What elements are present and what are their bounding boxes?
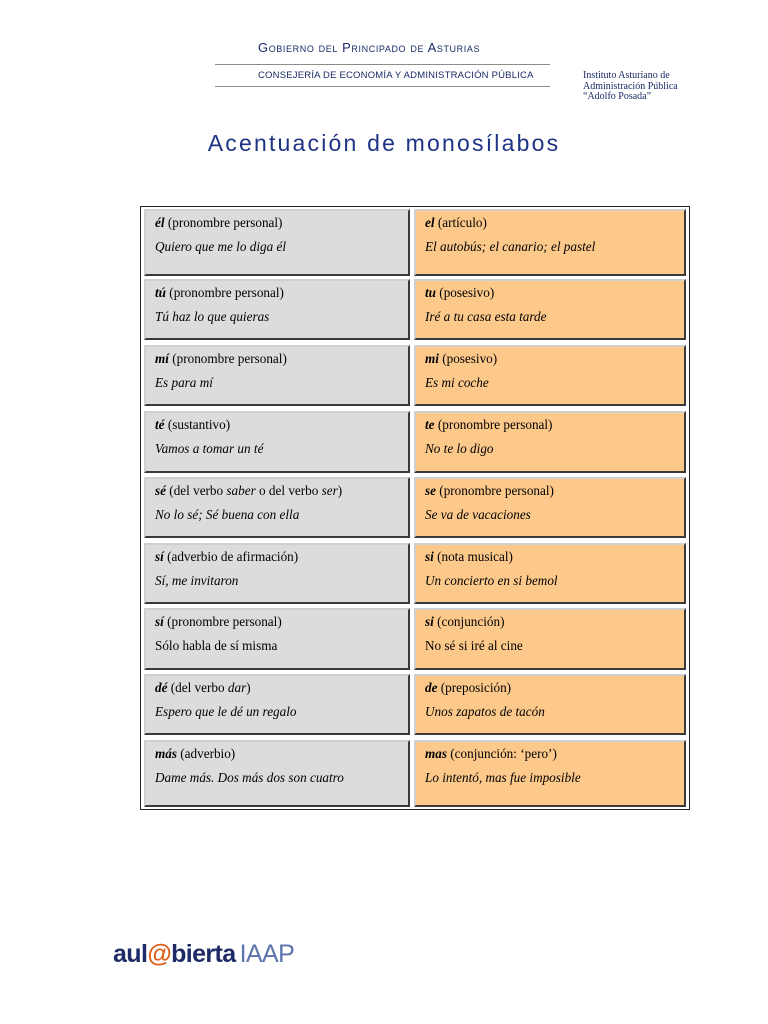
- example-sentence: Sólo habla de sí misma: [155, 638, 278, 653]
- table-cell-unaccented: [414, 345, 686, 406]
- institute-line-3: “Adolfo Posada”: [583, 91, 652, 102]
- example-sentence: No te lo digo: [425, 441, 494, 456]
- table-row: [141, 277, 689, 342]
- word-category: (nota musical): [433, 549, 513, 564]
- example-sentence: El autobús; el canario; el pastel: [425, 239, 596, 254]
- unaccented-word: si: [425, 549, 434, 564]
- word-category: (pronombre personal): [166, 285, 284, 300]
- word-category: (posesivo): [438, 351, 498, 366]
- unaccented-word: mi: [425, 351, 439, 366]
- word-category: ): [246, 680, 251, 695]
- example-sentence: Iré a tu casa esta tarde: [425, 309, 547, 324]
- table-row: [141, 672, 689, 737]
- table-cell-unaccented: [414, 608, 686, 670]
- example-sentence: Lo intentó, mas fue imposible: [425, 770, 581, 785]
- table-cell-accented: [144, 608, 410, 670]
- example-sentence: No sé si iré al cine: [425, 638, 523, 653]
- table-row: [141, 475, 689, 540]
- table-cell-unaccented: [414, 740, 686, 807]
- word-category: (conjunción: ‘pero’): [446, 746, 557, 761]
- table-cell-unaccented: [414, 411, 686, 473]
- unaccented-word: si: [425, 614, 434, 629]
- word-category: (adverbio): [176, 746, 236, 761]
- word-category: (preposición): [437, 680, 512, 695]
- unaccented-word: tu: [425, 285, 436, 300]
- unaccented-word: se: [425, 483, 436, 498]
- table-cell-unaccented: [414, 209, 686, 276]
- word-category: o del verbo: [255, 483, 322, 498]
- word-category: (conjunción): [433, 614, 505, 629]
- table-cell-accented: [144, 477, 410, 538]
- institute-name: [583, 71, 678, 103]
- example-sentence: Unos zapatos de tacón: [425, 704, 545, 719]
- table-row: [141, 343, 689, 408]
- accented-word: él: [155, 215, 165, 230]
- accented-word: dé: [155, 680, 168, 695]
- table-row: [141, 738, 689, 808]
- header-divider-bottom: [215, 86, 550, 87]
- word-category: (del verbo: [167, 680, 228, 695]
- institute-line-2: Administración Pública: [583, 80, 678, 92]
- example-sentence: Se va de vacaciones: [425, 507, 531, 522]
- word-category: (artículo): [434, 215, 487, 230]
- table-cell-unaccented: [414, 477, 686, 538]
- example-sentence: Vamos a tomar un té: [155, 441, 264, 456]
- logo-at-symbol: @: [147, 940, 172, 968]
- government-header: Gobierno del Principado de Asturias: [258, 40, 481, 55]
- word-category: (pronombre personal): [436, 483, 554, 498]
- institute-line-1: Instituto Asturiano de: [583, 70, 670, 81]
- example-sentence: Un concierto en si bemol: [425, 573, 558, 588]
- example-sentence: No lo sé; Sé buena con ella: [155, 507, 300, 522]
- verb-name: dar: [227, 680, 247, 695]
- accented-word: sí: [155, 549, 164, 564]
- table-row: [141, 207, 689, 276]
- example-sentence: Dame más. Dos más dos son cuatro: [155, 770, 344, 785]
- table-row: [141, 541, 689, 606]
- unaccented-word: de: [425, 680, 438, 695]
- accented-word: sí: [155, 614, 164, 629]
- logo-text-aul: aul: [113, 940, 148, 968]
- word-category: (posesivo): [436, 285, 495, 300]
- logo-text-iaap: IAAP: [239, 940, 295, 968]
- aulabierta-logo: [113, 940, 294, 969]
- word-category: (del verbo: [166, 483, 227, 498]
- example-sentence: Espero que le dé un regalo: [155, 704, 297, 719]
- unaccented-word: el: [425, 215, 435, 230]
- unaccented-word: mas: [425, 746, 447, 761]
- word-category: (pronombre personal): [164, 215, 283, 230]
- word-category: (pronombre personal): [434, 417, 553, 432]
- table-cell-accented: [144, 411, 410, 473]
- example-sentence: Quiero que me lo diga él: [155, 239, 286, 254]
- word-category: ): [337, 483, 343, 498]
- table-cell-accented: [144, 209, 410, 276]
- table-row: [141, 606, 689, 672]
- table-cell-unaccented: [414, 279, 686, 340]
- header-divider-top: [215, 64, 550, 65]
- unaccented-word: te: [425, 417, 435, 432]
- table-cell-accented: [144, 674, 410, 735]
- department-header: CONSEJERÍA DE ECONOMÍA Y ADMINISTRACIÓN PÚBLICA: [258, 70, 534, 81]
- word-category: (sustantivo): [164, 417, 231, 432]
- example-sentence: Es para mí: [155, 375, 213, 390]
- verb-name: saber: [226, 483, 256, 498]
- accented-word: más: [155, 746, 177, 761]
- accented-word: té: [155, 417, 165, 432]
- table-cell-unaccented: [414, 674, 686, 735]
- word-category: (pronombre personal): [163, 614, 282, 629]
- page-title: Acentuación de monosílabos: [207, 130, 561, 156]
- accented-word: mí: [155, 351, 169, 366]
- table-cell-accented: [144, 279, 410, 340]
- table-cell-unaccented: [414, 543, 686, 604]
- monosyllable-table: [140, 206, 690, 810]
- word-category: (adverbio de afirmación): [163, 549, 299, 564]
- table-row: [141, 409, 689, 475]
- table-cell-accented: [144, 740, 410, 807]
- verb-name: ser: [321, 483, 338, 498]
- accented-word: tú: [155, 285, 166, 300]
- example-sentence: Sí, me invitaron: [155, 573, 239, 588]
- word-category: (pronombre personal): [168, 351, 287, 366]
- logo-text-bierta: bierta: [171, 940, 236, 968]
- example-sentence: Tú haz lo que quieras: [155, 309, 270, 324]
- table-cell-accented: [144, 345, 410, 406]
- table-cell-accented: [144, 543, 410, 604]
- accented-word: sé: [155, 483, 166, 498]
- example-sentence: Es mi coche: [425, 375, 489, 390]
